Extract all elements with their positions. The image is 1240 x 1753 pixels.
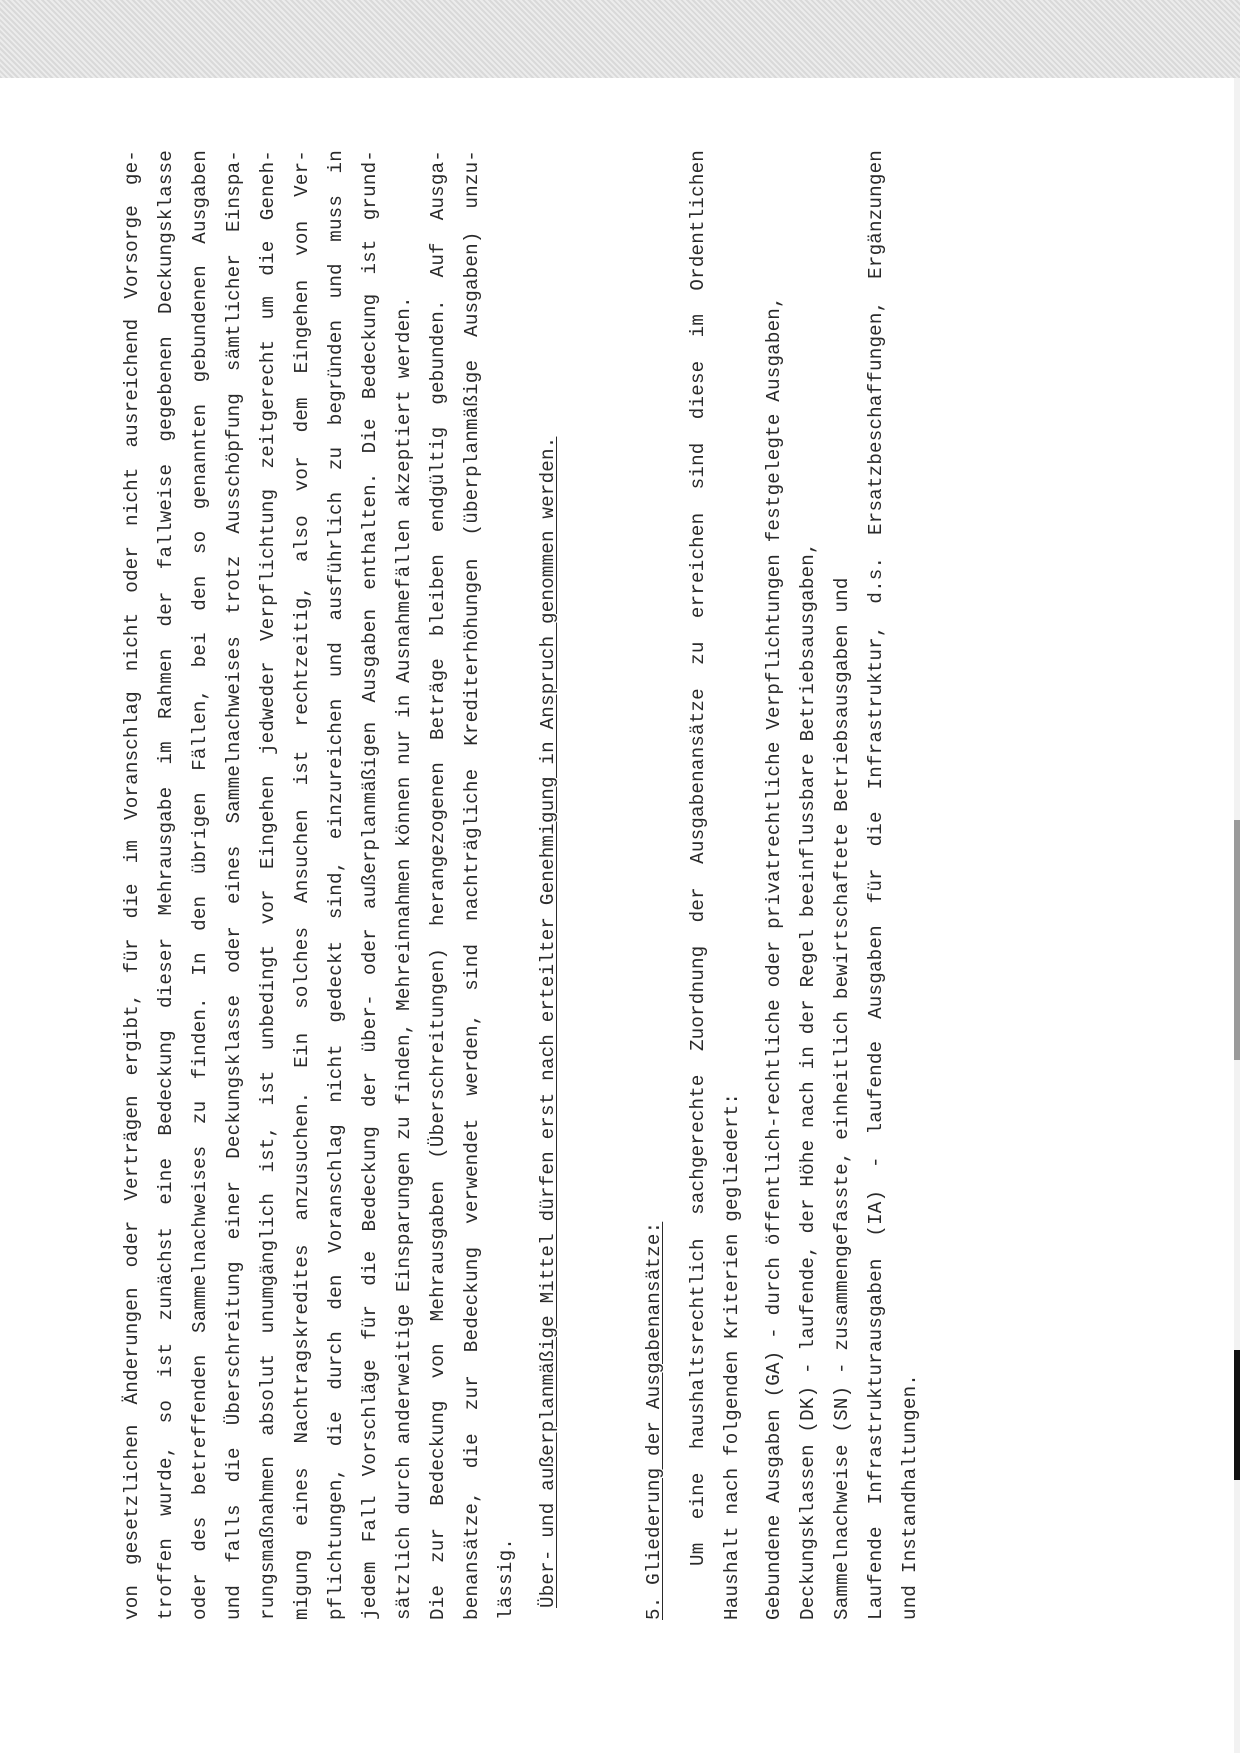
body-line: migung eines Nachtragskredites anzusuchen. Ein solches Ansuchen ist rechtzeitig, also vor dem Eingehen von Ver- bbox=[291, 150, 313, 1620]
body-line: rungsmaßnahmen absolut unumgänglich ist, ist unbedingt vor Eingehen jedweder Verpflichtung zeitgerecht um die Geneh- bbox=[257, 150, 279, 1620]
body-line: und falls die Überschreitung einer Deckungsklasse oder eines Sammelnachweises trotz Ausschöpfung sämtlicher Einspa- bbox=[223, 150, 245, 1620]
list-item-sn: Sammelnachweise (SN) - zusammengefasste, einheitlich bewirtschaftete Betriebsausgaben und bbox=[831, 577, 853, 1620]
section-heading: 5. Gliederung der Ausgabenansätze: bbox=[643, 1221, 665, 1620]
section-intro-line: Haushalt nach folgenden Kriterien gegliedert: bbox=[721, 1092, 743, 1620]
body-line: oder des betreffenden Sammelnachweises zu finden. In den übrigen Fällen, bei den so genannten gebundenen Ausgaben bbox=[189, 150, 211, 1620]
body-line: sätzlich durch anderweitige Einsparungen zu finden, Mehreinnahmen können nur in Ausnahmefällen akzeptiert werden. bbox=[393, 296, 415, 1620]
rotated-document-page bbox=[120, 150, 940, 1620]
list-item-ia: Laufende Infrastrukturausgaben (IA) - laufende Ausgaben für die Infrastruktur, d.s. Ersatzbeschaffungen, Ergänzungen bbox=[865, 150, 887, 1620]
section-intro-line: Um eine haushaltsrechtlich sachgerechte Zuordnung der Ausgabenansätze zu erreichen sind diese im Ordentlichen bbox=[687, 150, 709, 1566]
scan-border-top bbox=[0, 0, 1240, 78]
body-line: jedem Fall Vorschläge für die Bedeckung der über- oder außerplanmäßigen Ausgaben enthalten. Die Bedeckung ist grund- bbox=[359, 150, 381, 1620]
body-line: benansätze, die zur Bedeckung verwendet werden, sind nachträgliche Krediterhöhungen (überplanmäßige Ausgaben) unzu- bbox=[461, 150, 483, 1620]
list-item-dk: Deckungsklassen (DK) - laufende, der Höhe nach in der Regel beeinflussbare Betriebsausgaben, bbox=[797, 542, 819, 1620]
scan-edge-mark bbox=[1234, 1350, 1240, 1480]
body-line: Die zur Bedeckung von Mehrausgaben (Überschreitungen) herangezogenen Beträge bleiben endgültig gebunden. Auf Ausga- bbox=[427, 150, 449, 1620]
body-line: troffen wurde, so ist zunächst eine Bedeckung dieser Mehrausgabe im Rahmen der fallweise gegebenen Deckungsklasse bbox=[155, 150, 177, 1620]
body-line: von gesetzlichen Änderungen oder Verträgen ergibt, für die im Voranschlag nicht oder nicht ausreichend Vorsorge ge- bbox=[121, 150, 143, 1620]
list-item-ia-continuation: und Instandhaltungen. bbox=[899, 1373, 921, 1620]
body-line: lässig. bbox=[495, 1537, 517, 1620]
body-line: pflichtungen, die durch den Voranschlag nicht gedeckt sind, einzureichen und ausführlich zu begründen und muss in bbox=[325, 150, 347, 1620]
underlined-statement: Über- und außerplanmäßige Mittel dürfen erst nach erteilter Genehmigung in Anspruch genommen werden. bbox=[537, 436, 559, 1608]
scan-edge-mark bbox=[1234, 820, 1240, 1060]
list-item-ga: Gebundene Ausgaben (GA) - durch öffentlich-rechtliche oder privatrechtliche Verpflichtungen festgelegte Ausgaben, bbox=[763, 296, 785, 1620]
